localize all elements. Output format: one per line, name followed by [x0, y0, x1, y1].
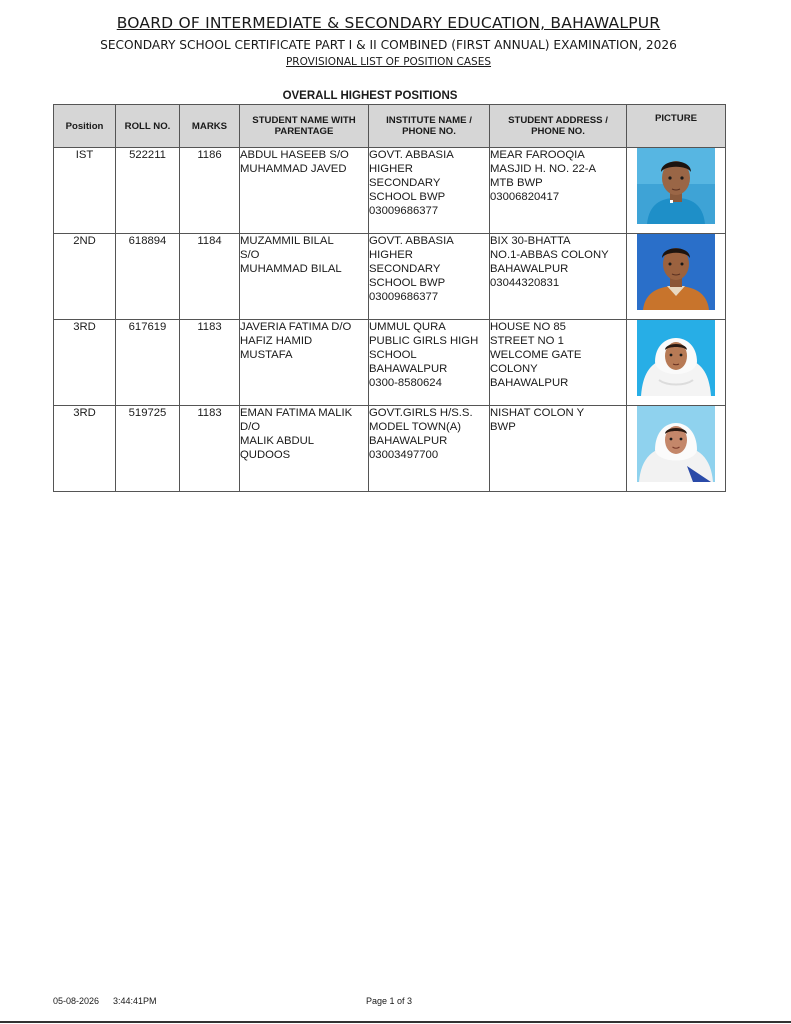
student-photo	[637, 320, 715, 396]
picture-cell	[627, 320, 726, 406]
board-title: BOARD OF INTERMEDIATE & SECONDARY EDUCATION, BAHAWALPUR	[116, 14, 661, 32]
table-row	[54, 320, 726, 406]
marks-cell: 1184	[180, 234, 240, 320]
picture-cell	[627, 234, 726, 320]
address-cell: BIX 30-BHATTA NO.1-ABBAS COLONY BAHAWALPUR 03044320831	[490, 234, 627, 320]
position-cell: IST	[54, 148, 116, 234]
address-cell: HOUSE NO 85 STREET NO 1 WELCOME GATE COLONY BAHAWALPUR	[490, 320, 627, 406]
section-title: OVERALL HIGHEST POSITIONS	[282, 90, 458, 102]
table-header-row	[54, 105, 726, 148]
column-header-marks: MARKS	[180, 105, 240, 148]
column-header-student: STUDENT NAME WITH PARENTAGE	[240, 105, 369, 148]
marks-cell: 1186	[180, 148, 240, 234]
address-cell: MEAR FAROOQIA MASJID H. NO. 22-A MTB BWP 03006820417	[490, 148, 627, 234]
position-cell: 3RD	[54, 406, 116, 492]
institute-cell: UMMUL QURA PUBLIC GIRLS HIGH SCHOOL BAHAWALPUR 0300-8580624	[369, 320, 490, 406]
student-cell: MUZAMMIL BILAL S/O MUHAMMAD BILAL	[240, 234, 369, 320]
positions-table	[53, 104, 726, 492]
roll-no-cell: 519725	[116, 406, 180, 492]
roll-no-cell: 617619	[116, 320, 180, 406]
picture-cell	[627, 148, 726, 234]
student-cell: ABDUL HASEEB S/O MUHAMMAD JAVED	[240, 148, 369, 234]
exam-title: SECONDARY SCHOOL CERTIFICATE PART I & II COMBINED (FIRST ANNUAL) EXAMINATION, 2026	[100, 38, 677, 52]
address-cell: NISHAT COLON Y BWP	[490, 406, 627, 492]
column-header-position: Position	[54, 105, 116, 148]
student-cell: JAVERIA FATIMA D/O HAFIZ HAMID MUSTAFA	[240, 320, 369, 406]
footer-date: 05-08-2026	[53, 996, 100, 1006]
position-cell: 2ND	[54, 234, 116, 320]
institute-cell: GOVT. ABBASIA HIGHER SECONDARY SCHOOL BWP 03009686377	[369, 148, 490, 234]
student-cell: EMAN FATIMA MALIK D/O MALIK ABDUL QUDOOS	[240, 406, 369, 492]
column-header-address: STUDENT ADDRESS / PHONE NO.	[490, 105, 627, 148]
institute-cell: GOVT.GIRLS H/S.S. MODEL TOWN(A) BAHAWALPUR 03003497700	[369, 406, 490, 492]
picture-cell	[627, 406, 726, 492]
footer-time: 3:44:41PM	[113, 996, 157, 1006]
table-row	[54, 148, 726, 234]
student-photo	[637, 148, 715, 224]
position-cell: 3RD	[54, 320, 116, 406]
marks-cell: 1183	[180, 320, 240, 406]
column-header-picture: PICTURE	[627, 105, 726, 148]
column-header-institute: INSTITUTE NAME / PHONE NO.	[369, 105, 490, 148]
institute-cell: GOVT. ABBASIA HIGHER SECONDARY SCHOOL BWP 03009686377	[369, 234, 490, 320]
table-row	[54, 234, 726, 320]
footer-divider	[0, 1021, 791, 1023]
student-photo	[637, 406, 715, 482]
table-row	[54, 406, 726, 492]
list-title: PROVISIONAL LIST OF POSITION CASES	[285, 56, 492, 68]
student-photo	[637, 234, 715, 310]
roll-no-cell: 618894	[116, 234, 180, 320]
marks-cell: 1183	[180, 406, 240, 492]
column-header-roll-no: ROLL NO.	[116, 105, 180, 148]
footer-page-number: Page 1 of 3	[366, 996, 413, 1006]
roll-no-cell: 522211	[116, 148, 180, 234]
